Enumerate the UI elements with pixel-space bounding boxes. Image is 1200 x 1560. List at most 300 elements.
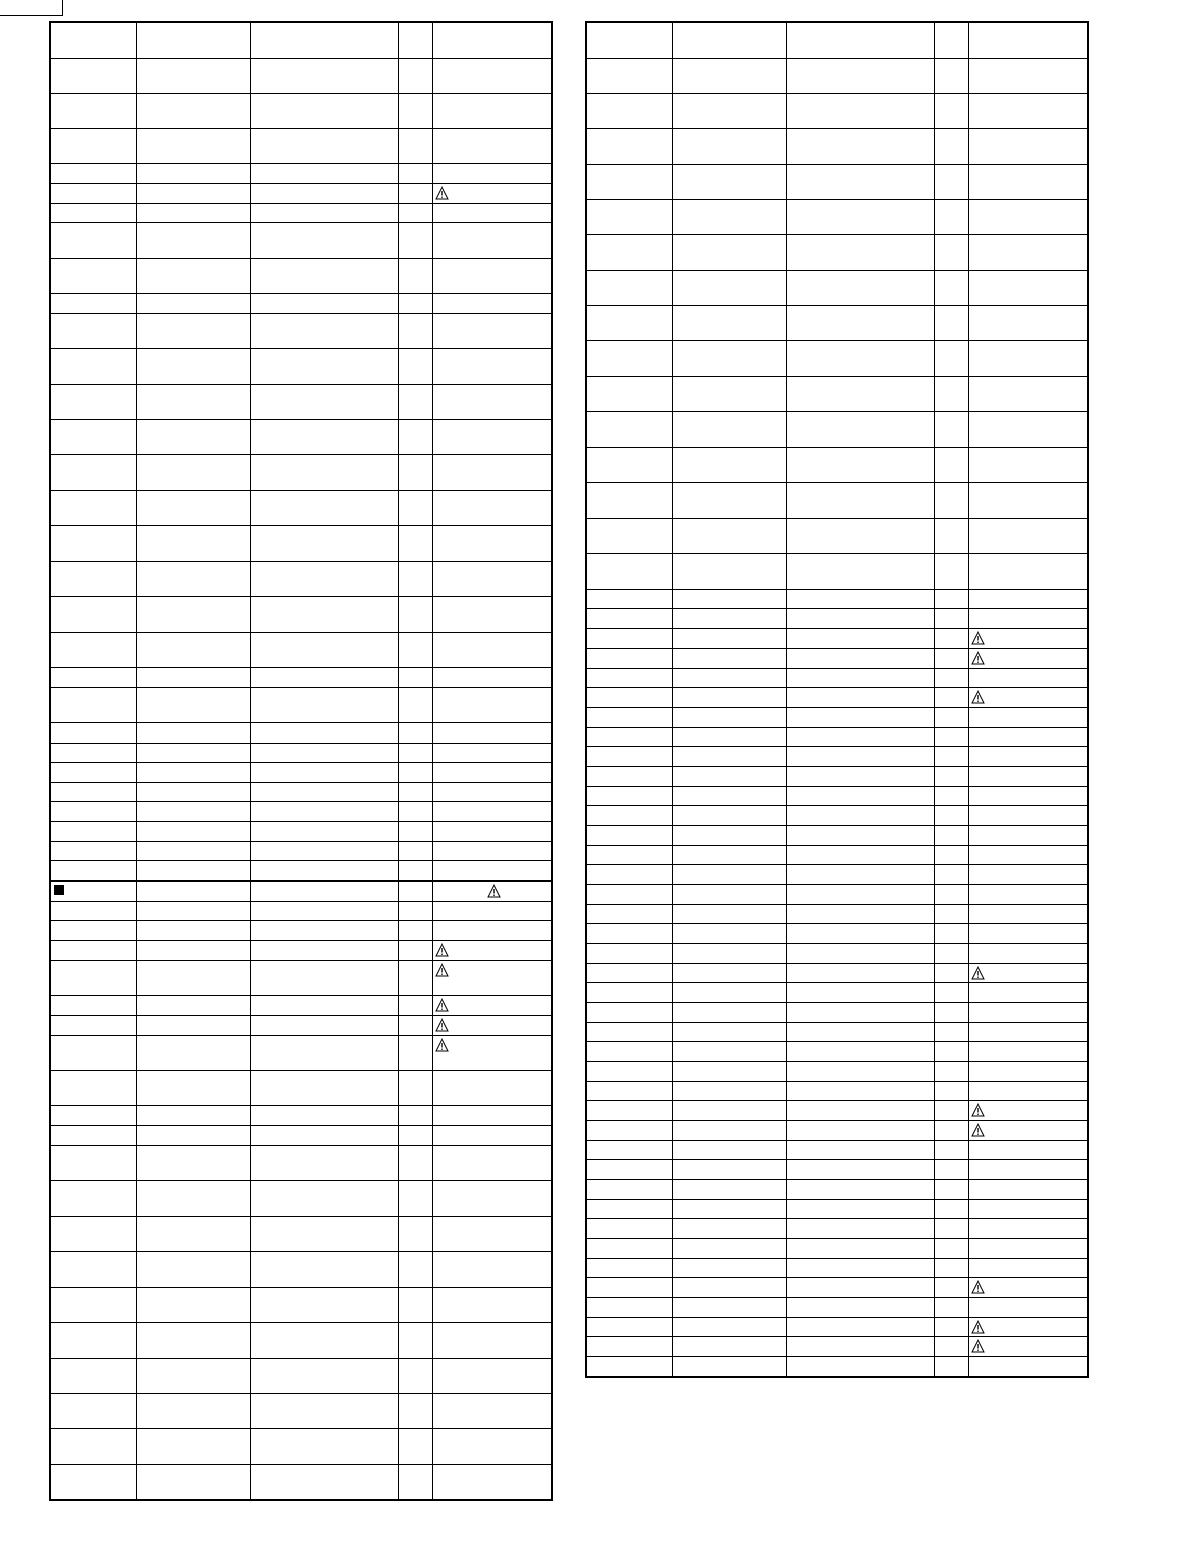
- table-cell: [968, 1121, 1088, 1141]
- table-cell: [786, 944, 934, 964]
- table-cell: [786, 271, 934, 306]
- table-cell: [250, 455, 398, 491]
- table-cell: [672, 1318, 786, 1337]
- table-cell: [586, 200, 672, 235]
- table-cell: [934, 200, 968, 235]
- table-cell: [672, 1003, 786, 1023]
- table-cell: [786, 885, 934, 905]
- table-cell: [50, 420, 136, 455]
- table-cell: [968, 924, 1088, 944]
- table-cell: [672, 94, 786, 129]
- table-cell: [968, 22, 1088, 59]
- table-row: [50, 1036, 552, 1071]
- table-cell: [786, 1042, 934, 1062]
- table-cell: [934, 1357, 968, 1378]
- table-cell: [786, 1003, 934, 1023]
- table-cell: [586, 1023, 672, 1042]
- table-row: [586, 341, 1088, 377]
- table-cell: [968, 1101, 1088, 1121]
- table-cell: [136, 633, 250, 668]
- table-cell: [586, 826, 672, 846]
- table-cell: [672, 1200, 786, 1219]
- table-cell: [968, 649, 1088, 669]
- table-cell: [50, 941, 136, 961]
- table-row: [586, 1180, 1088, 1200]
- table-cell: [786, 412, 934, 448]
- table-row: [50, 688, 552, 723]
- table-cell: [250, 1126, 398, 1146]
- table-cell: [934, 1003, 968, 1023]
- table-cell: [136, 688, 250, 723]
- table-cell: [432, 1016, 552, 1036]
- table-row: [586, 846, 1088, 865]
- table-cell: [586, 728, 672, 747]
- table-cell: [586, 1042, 672, 1062]
- table-cell: [136, 763, 250, 783]
- table-cell: [786, 964, 934, 983]
- table-cell: [586, 1101, 672, 1121]
- table-cell: [586, 1357, 672, 1378]
- table-cell: [398, 996, 432, 1016]
- table-cell: [398, 763, 432, 783]
- table-cell: [672, 846, 786, 865]
- table-cell: [934, 1200, 968, 1219]
- table-cell: [250, 385, 398, 420]
- table-cell: [50, 1394, 136, 1429]
- table-row: [50, 455, 552, 491]
- table-cell: [968, 1003, 1088, 1023]
- table-cell: [50, 1429, 136, 1465]
- table-row: [50, 763, 552, 783]
- table-row: [50, 1106, 552, 1126]
- table-cell: [250, 921, 398, 941]
- table-cell: [586, 885, 672, 905]
- table-cell: [968, 1180, 1088, 1200]
- table-cell: [432, 668, 552, 688]
- table-cell: [398, 1036, 432, 1071]
- table-cell: [586, 590, 672, 609]
- warning-triangle-icon: [435, 963, 449, 977]
- table-cell: [786, 1357, 934, 1378]
- table-cell: [586, 1200, 672, 1219]
- table-cell: [968, 448, 1088, 483]
- table-cell: [586, 688, 672, 708]
- table-cell: [786, 905, 934, 924]
- table-cell: [50, 1323, 136, 1359]
- table-cell: [786, 483, 934, 519]
- table-cell: [672, 483, 786, 519]
- table-cell: [586, 129, 672, 165]
- table-cell: [136, 961, 250, 996]
- table-cell: [672, 924, 786, 944]
- table-cell: [398, 491, 432, 526]
- table-row: [586, 1160, 1088, 1180]
- table-cell: [398, 1429, 432, 1465]
- table-row: [586, 767, 1088, 787]
- table-cell: [398, 961, 432, 996]
- table-cell: [136, 1359, 250, 1394]
- table-cell: [398, 633, 432, 668]
- table-cell: [398, 294, 432, 314]
- table-cell: [398, 1181, 432, 1217]
- table-cell: [398, 744, 432, 763]
- table-cell: [672, 669, 786, 688]
- table-row: [50, 22, 552, 59]
- table-cell: [398, 129, 432, 164]
- table-row: [50, 1126, 552, 1146]
- table-cell: [250, 314, 398, 349]
- table-cell: [672, 787, 786, 806]
- table-cell: [432, 1429, 552, 1465]
- table-cell: [786, 377, 934, 412]
- table-cell: [586, 964, 672, 983]
- table-cell: [968, 787, 1088, 806]
- table-cell: [786, 865, 934, 885]
- table-row: [586, 519, 1088, 554]
- table-cell: [934, 924, 968, 944]
- table-cell: [586, 554, 672, 590]
- table-row: [586, 1259, 1088, 1278]
- table-cell: [50, 996, 136, 1016]
- section-square-icon: [54, 885, 64, 895]
- table-cell: [934, 1121, 968, 1141]
- table-cell: [968, 905, 1088, 924]
- table-cell: [786, 846, 934, 865]
- table-cell: [934, 826, 968, 846]
- table-cell: [672, 1082, 786, 1101]
- table-cell: [432, 1359, 552, 1394]
- table-cell: [50, 1016, 136, 1036]
- table-cell: [934, 609, 968, 629]
- table-row: [586, 306, 1088, 341]
- table-cell: [250, 1016, 398, 1036]
- table-cell: [136, 1016, 250, 1036]
- table-cell: [398, 1323, 432, 1359]
- table-cell: [934, 1337, 968, 1357]
- table-cell: [50, 1036, 136, 1071]
- table-cell: [786, 787, 934, 806]
- table-cell: [672, 905, 786, 924]
- table-cell: [136, 420, 250, 455]
- table-row: [50, 184, 552, 204]
- table-cell: [968, 767, 1088, 787]
- table-cell: [136, 842, 250, 861]
- table-cell: [934, 865, 968, 885]
- table-cell: [934, 59, 968, 94]
- table-cell: [136, 1252, 250, 1288]
- table-cell: [136, 668, 250, 688]
- table-row: [50, 1217, 552, 1252]
- table-cell: [432, 881, 552, 902]
- table-cell: [250, 349, 398, 385]
- table-cell: [586, 1298, 672, 1318]
- table-cell: [934, 412, 968, 448]
- table-cell: [672, 1239, 786, 1259]
- table-cell: [250, 22, 398, 59]
- table-cell: [786, 629, 934, 649]
- table-cell: [586, 1337, 672, 1357]
- table-cell: [50, 902, 136, 921]
- table-cell: [250, 688, 398, 723]
- table-row: [50, 597, 552, 633]
- table-cell: [968, 1062, 1088, 1082]
- table-cell: [672, 1180, 786, 1200]
- table-cell: [398, 1252, 432, 1288]
- table-cell: [934, 1239, 968, 1259]
- table-cell: [136, 94, 250, 129]
- table-cell: [136, 941, 250, 961]
- table-cell: [432, 349, 552, 385]
- table-row: [586, 1101, 1088, 1121]
- table-cell: [786, 1160, 934, 1180]
- table-row: [50, 723, 552, 744]
- table-cell: [934, 1278, 968, 1298]
- table-cell: [250, 294, 398, 314]
- table-cell: [250, 1323, 398, 1359]
- table-cell: [786, 609, 934, 629]
- table-cell: [968, 983, 1088, 1003]
- table-cell: [398, 59, 432, 94]
- table-cell: [586, 629, 672, 649]
- table-cell: [968, 688, 1088, 708]
- warning-triangle-icon: [435, 1018, 449, 1032]
- table-cell: [586, 1180, 672, 1200]
- table-cell: [586, 1278, 672, 1298]
- table-cell: [934, 341, 968, 377]
- table-cell: [432, 385, 552, 420]
- table-row: [586, 554, 1088, 590]
- table-row: [586, 1141, 1088, 1160]
- table-cell: [136, 314, 250, 349]
- table-cell: [586, 983, 672, 1003]
- table-cell: [934, 747, 968, 767]
- table-cell: [672, 885, 786, 905]
- table-cell: [968, 826, 1088, 846]
- table-cell: [50, 1217, 136, 1252]
- table-row: [586, 1200, 1088, 1219]
- table-cell: [968, 590, 1088, 609]
- table-cell: [672, 964, 786, 983]
- table-cell: [672, 22, 786, 59]
- table-cell: [250, 941, 398, 961]
- table-cell: [250, 633, 398, 668]
- table-cell: [50, 1126, 136, 1146]
- table-cell: [934, 708, 968, 728]
- table-cell: [50, 1252, 136, 1288]
- table-cell: [786, 728, 934, 747]
- table-cell: [934, 306, 968, 341]
- table-row: [50, 961, 552, 996]
- table-cell: [432, 204, 552, 223]
- table-cell: [398, 314, 432, 349]
- table-cell: [786, 708, 934, 728]
- table-cell: [786, 1101, 934, 1121]
- table-cell: [586, 1062, 672, 1082]
- table-cell: [968, 609, 1088, 629]
- table-cell: [432, 723, 552, 744]
- table-cell: [250, 223, 398, 259]
- table-cell: [432, 1288, 552, 1323]
- table-cell: [786, 94, 934, 129]
- table-cell: [586, 669, 672, 688]
- table-cell: [398, 385, 432, 420]
- table-cell: [398, 921, 432, 941]
- table-cell: [136, 1429, 250, 1465]
- table-cell: [586, 846, 672, 865]
- table-cell: [586, 767, 672, 787]
- table-cell: [250, 129, 398, 164]
- table-cell: [432, 1146, 552, 1181]
- table-cell: [136, 861, 250, 882]
- table-cell: [136, 1146, 250, 1181]
- table-cell: [432, 633, 552, 668]
- table-row: [586, 235, 1088, 271]
- table-cell: [672, 165, 786, 200]
- table-cell: [934, 519, 968, 554]
- table-cell: [50, 385, 136, 420]
- table-cell: [968, 944, 1088, 964]
- table-cell: [786, 448, 934, 483]
- table-cell: [50, 1465, 136, 1501]
- table-cell: [786, 649, 934, 669]
- table-cell: [50, 455, 136, 491]
- table-cell: [934, 165, 968, 200]
- table-row: [586, 885, 1088, 905]
- table-cell: [934, 806, 968, 826]
- table-row: [50, 294, 552, 314]
- table-row: [50, 802, 552, 822]
- table-cell: [786, 806, 934, 826]
- table-cell: [250, 184, 398, 204]
- table-row: [586, 708, 1088, 728]
- table-row: [50, 1394, 552, 1429]
- table-cell: [398, 1106, 432, 1126]
- table-cell: [968, 94, 1088, 129]
- table-cell: [934, 1180, 968, 1200]
- table-cell: [398, 902, 432, 921]
- table-cell: [50, 842, 136, 861]
- table-cell: [50, 668, 136, 688]
- table-cell: [934, 767, 968, 787]
- table-row: [586, 787, 1088, 806]
- table-cell: [50, 164, 136, 184]
- table-cell: [250, 1252, 398, 1288]
- table-row: [50, 1016, 552, 1036]
- table-cell: [136, 491, 250, 526]
- warning-triangle-icon: [971, 651, 985, 665]
- table-cell: [50, 314, 136, 349]
- table-cell: [586, 22, 672, 59]
- table-row: [586, 806, 1088, 826]
- table-row: [50, 996, 552, 1016]
- table-cell: [432, 1181, 552, 1217]
- table-cell: [432, 1217, 552, 1252]
- table-cell: [786, 235, 934, 271]
- table-cell: [136, 996, 250, 1016]
- table-cell: [432, 420, 552, 455]
- warning-triangle-icon: [971, 1320, 985, 1334]
- table-row: [50, 1071, 552, 1106]
- table-cell: [50, 349, 136, 385]
- table-cell: [786, 59, 934, 94]
- table-cell: [136, 1126, 250, 1146]
- table-row: [50, 1465, 552, 1501]
- table-cell: [672, 944, 786, 964]
- table-cell: [398, 1071, 432, 1106]
- table-row: [586, 1219, 1088, 1239]
- table-cell: [250, 1071, 398, 1106]
- table-cell: [786, 1200, 934, 1219]
- table-cell: [250, 881, 398, 902]
- table-row: [50, 941, 552, 961]
- table-row: [50, 259, 552, 294]
- table-cell: [398, 842, 432, 861]
- table-cell: [50, 204, 136, 223]
- table-row: [50, 491, 552, 526]
- table-row: [50, 921, 552, 941]
- table-cell: [786, 1239, 934, 1259]
- table-cell: [672, 1121, 786, 1141]
- table-cell: [586, 1239, 672, 1259]
- table-row: [50, 902, 552, 921]
- table-cell: [672, 708, 786, 728]
- table-cell: [398, 259, 432, 294]
- table-cell: [672, 1337, 786, 1357]
- table-row: [586, 129, 1088, 165]
- table-cell: [50, 129, 136, 164]
- table-cell: [50, 822, 136, 842]
- table-cell: [672, 412, 786, 448]
- table-cell: [432, 164, 552, 184]
- table-cell: [432, 822, 552, 842]
- table-cell: [136, 744, 250, 763]
- table-cell: [586, 1318, 672, 1337]
- table-cell: [586, 271, 672, 306]
- table-cell: [934, 483, 968, 519]
- table-row: [586, 1318, 1088, 1337]
- table-cell: [934, 885, 968, 905]
- table-cell: [432, 1126, 552, 1146]
- table-row: [50, 842, 552, 861]
- warning-triangle-icon: [435, 186, 449, 200]
- table-cell: [136, 259, 250, 294]
- table-cell: [432, 1036, 552, 1071]
- table-cell: [586, 1082, 672, 1101]
- table-cell: [786, 129, 934, 165]
- table-cell: [786, 826, 934, 846]
- table-cell: [586, 649, 672, 669]
- table-cell: [136, 22, 250, 59]
- table-cell: [136, 204, 250, 223]
- table-cell: [50, 861, 136, 882]
- table-cell: [786, 1062, 934, 1082]
- table-cell: [398, 723, 432, 744]
- table-cell: [432, 94, 552, 129]
- table-cell: [968, 708, 1088, 728]
- table-row: [586, 377, 1088, 412]
- table-cell: [136, 1288, 250, 1323]
- warning-triangle-icon: [971, 690, 985, 704]
- table-cell: [398, 455, 432, 491]
- table-row: [586, 865, 1088, 885]
- table-cell: [398, 1288, 432, 1323]
- table-cell: [934, 271, 968, 306]
- table-cell: [50, 259, 136, 294]
- table-cell: [398, 941, 432, 961]
- table-row: [586, 629, 1088, 649]
- table-cell: [934, 983, 968, 1003]
- table-cell: [672, 747, 786, 767]
